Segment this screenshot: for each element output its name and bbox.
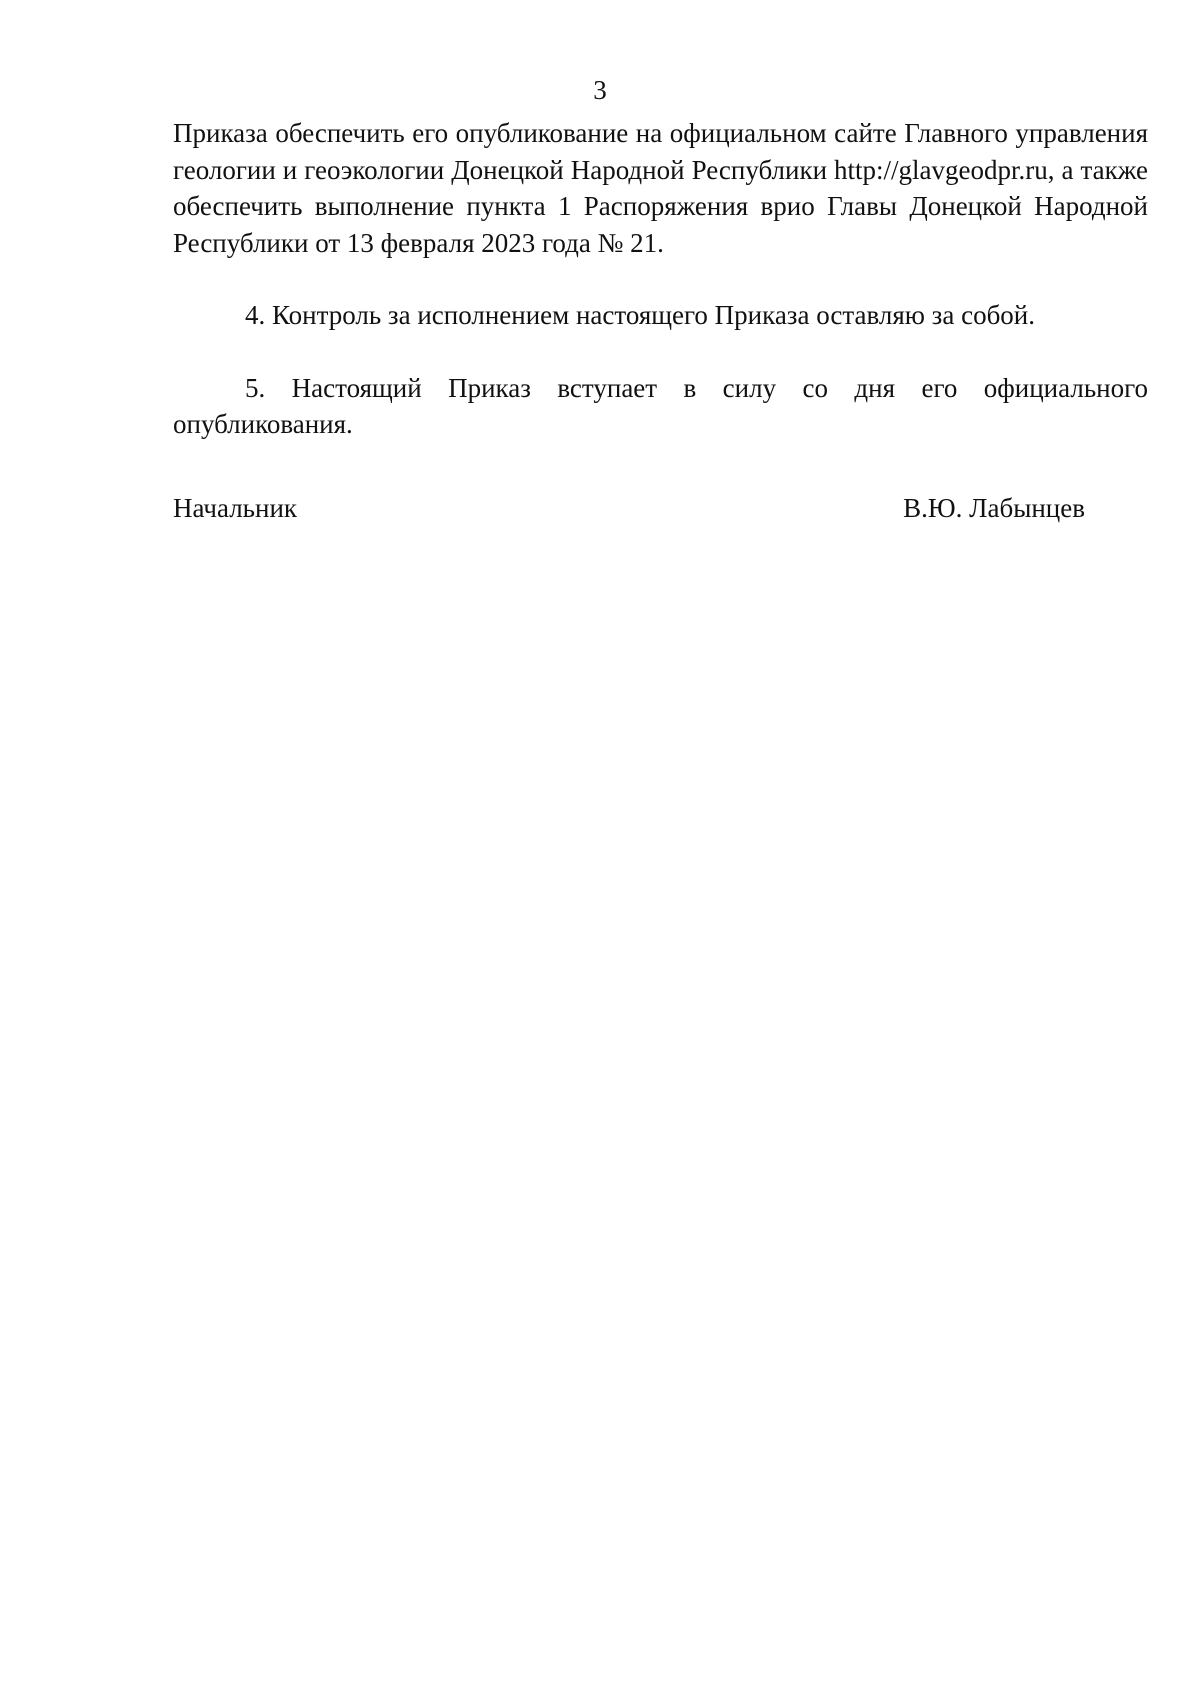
signature-block	[173, 490, 1085, 526]
page-number: 3	[593, 75, 607, 105]
signatory-position: Начальник	[173, 493, 298, 523]
paragraph-publication: Приказа обеспечить его опубликование на официальном сайте Главного управления геологии и геоэкологии Донецкой Народной Республики http://glavgeodpr.ru, а также обеспечить выполнение пункта 1 Распоряжения врио Главы Донецкой Народной Республики от 13 февраля 2023 года № 21.	[173, 118, 1148, 258]
paragraph-effective-date: 5. Настоящий Приказ вступает в силу со дня его официального опубликования.	[173, 372, 1148, 439]
document-body	[173, 115, 1148, 479]
paragraph-control: 4. Контроль за исполнением настоящего Приказа оставляю за собой.	[245, 300, 1036, 330]
signatory-name: В.Ю. Лабынцев	[903, 493, 1085, 523]
